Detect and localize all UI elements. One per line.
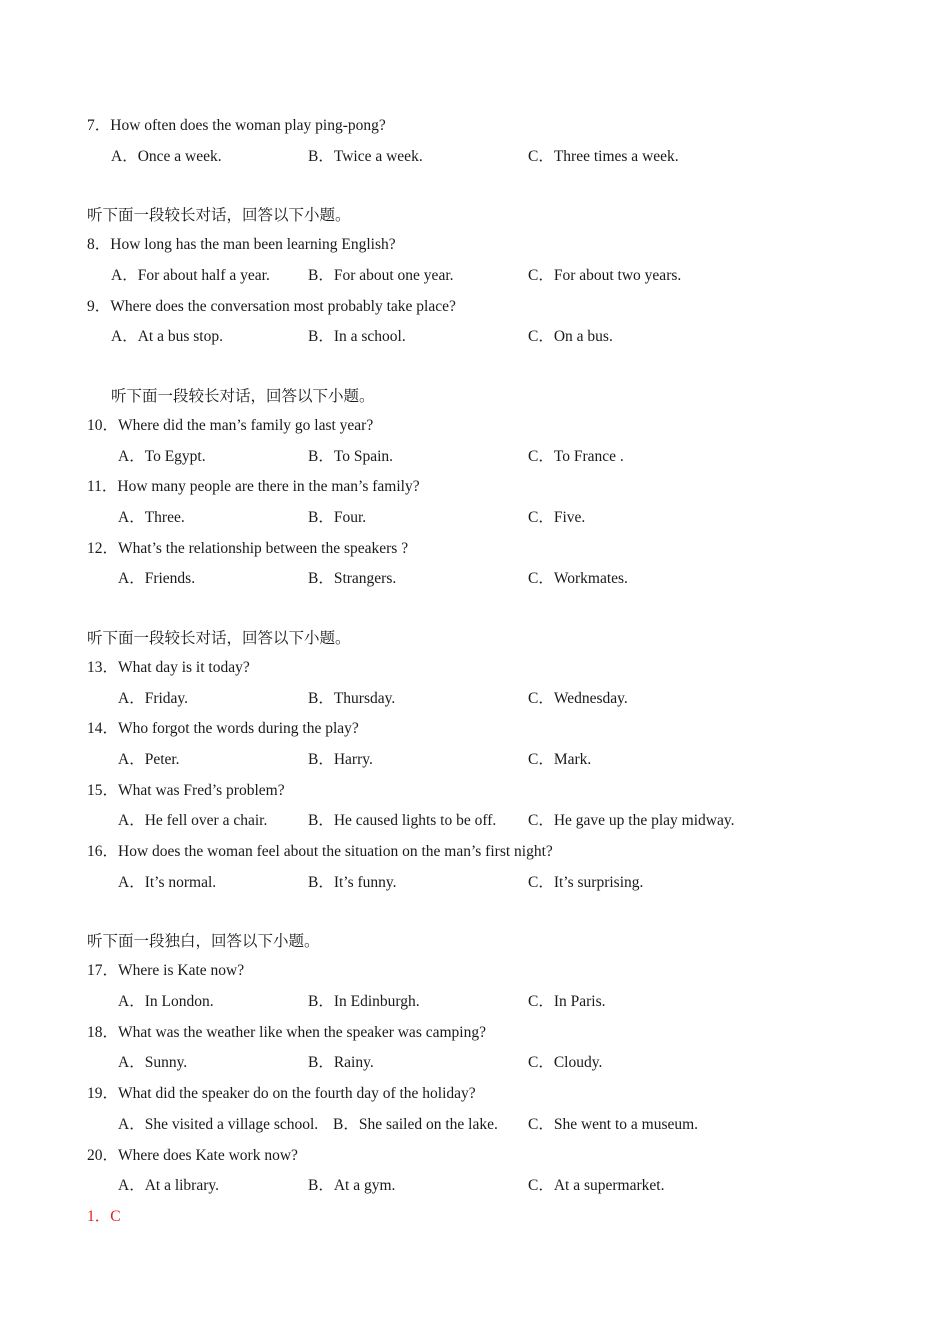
option-16b: B．It’s funny. [308,874,397,891]
question-11: 11．How many people are there in the man’s family? [87,478,420,495]
option-20b: B．At a gym. [308,1177,396,1194]
option-17a: A．In London. [118,993,214,1010]
option-20a: A．At a library. [118,1177,220,1194]
option-9a: A．At a bus stop. [111,328,223,345]
option-11b: B．Four. [308,509,367,526]
option-10b: B．To Spain. [308,448,394,465]
option-12b: B．Strangers. [308,570,397,587]
answer-key: 1．C [87,1208,121,1225]
option-18c: C．Cloudy. [528,1054,603,1071]
question-7: 7．How often does the woman play ping-pong? [87,117,386,134]
section-instruction-2: 听下面一段较长对话，回答以下小题。 [87,207,351,224]
option-9c: C．On a bus. [528,328,613,345]
question-15: 15．What was Fred’s problem? [87,782,285,799]
section-instruction-3: 听下面一段较长对话，回答以下小题。 [111,388,375,405]
option-15c: C．He gave up the play midway. [528,812,735,829]
question-12: 12．What’s the relationship between the speakers ? [87,540,409,557]
option-17c: C．In Paris. [528,993,606,1010]
option-16c: C．It’s surprising. [528,874,644,891]
option-7c: C．Three times a week. [528,148,679,165]
option-8c: C．For about two years. [528,267,682,284]
option-19a: A．She visited a village school. [118,1116,319,1133]
option-10c: C．To France . [528,448,624,465]
option-14c: C．Mark. [528,751,592,768]
option-11a: A．Three. [118,509,185,526]
option-15b: B．He caused lights to be off. [308,812,497,829]
option-13a: A．Friday. [118,690,189,707]
option-13c: C．Wednesday. [528,690,628,707]
option-14b: B．Harry. [308,751,373,768]
question-14: 14．Who forgot the words during the play? [87,720,359,737]
option-19c: C．She went to a museum. [528,1116,699,1133]
option-10a: A．To Egypt. [118,448,206,465]
option-18b: B．Rainy. [308,1054,374,1071]
option-9b: B．In a school. [308,328,406,345]
question-16: 16．How does the woman feel about the situation on the man’s first night? [87,843,553,860]
question-19: 19．What did the speaker do on the fourth day of the holiday? [87,1085,476,1102]
option-17b: B．In Edinburgh. [308,993,420,1010]
option-15a: A．He fell over a chair. [118,812,268,829]
option-16a: A．It’s normal. [118,874,217,891]
option-18a: A．Sunny. [118,1054,188,1071]
option-8a: A．For about half a year. [111,267,270,284]
option-14a: A．Peter. [118,751,180,768]
option-12a: A．Friends. [118,570,196,587]
option-19b: B．She sailed on the lake. [333,1116,498,1133]
question-13: 13．What day is it today? [87,659,250,676]
question-9: 9．Where does the conversation most probably take place? [87,298,456,315]
option-7b: B．Twice a week. [308,148,423,165]
question-8: 8．How long has the man been learning English? [87,236,396,253]
question-10: 10．Where did the man’s family go last year? [87,417,374,434]
section-instruction-5: 听下面一段独白，回答以下小题。 [87,933,320,950]
question-17: 17．Where is Kate now? [87,962,245,979]
question-18: 18．What was the weather like when the speaker was camping? [87,1024,486,1041]
option-20c: C．At a supermarket. [528,1177,665,1194]
option-8b: B．For about one year. [308,267,454,284]
question-20: 20．Where does Kate work now? [87,1147,298,1164]
section-instruction-4: 听下面一段较长对话，回答以下小题。 [87,630,351,647]
option-13b: B．Thursday. [308,690,396,707]
option-12c: C．Workmates. [528,570,628,587]
option-11c: C．Five. [528,509,586,526]
option-7a: A．Once a week. [111,148,222,165]
